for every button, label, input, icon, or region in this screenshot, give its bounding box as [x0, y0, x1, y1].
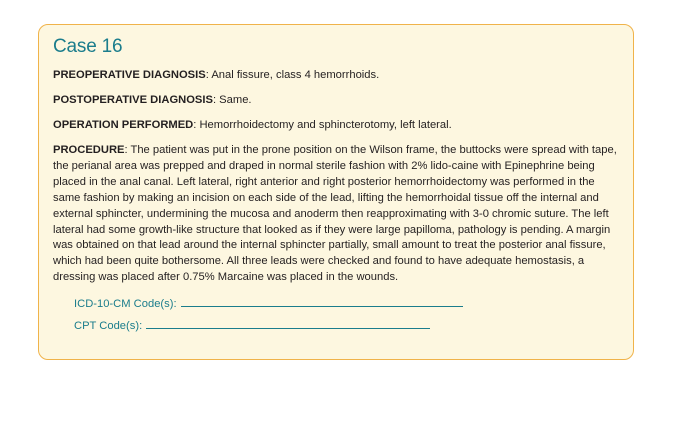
cpt-code-answer-line[interactable] [146, 328, 430, 329]
cpt-code-line [74, 316, 619, 332]
case-card [38, 24, 634, 360]
preoperative-diagnosis-value: : Anal fissure, class 4 hemorrhoids. [205, 69, 380, 81]
procedure-label: PROCEDURE [53, 144, 125, 156]
preoperative-diagnosis [53, 68, 619, 82]
postoperative-diagnosis-label: POSTOPERATIVE DIAGNOSIS [53, 94, 213, 106]
operation-performed-label: OPERATION PERFORMED [53, 119, 194, 131]
operation-performed [53, 118, 619, 132]
postoperative-diagnosis [53, 93, 619, 107]
icd-code-answer-line[interactable] [181, 306, 463, 307]
icd-code-line [74, 294, 619, 310]
case-title: Case 16 [53, 36, 123, 57]
preoperative-diagnosis-label: PREOPERATIVE DIAGNOSIS [53, 69, 206, 81]
cpt-code-label: CPT Code(s): [74, 320, 143, 333]
icd-code-label: ICD-10-CM Code(s): [74, 298, 177, 311]
operation-performed-value: : Hemorrhoidectomy and sphincterotomy, left lateral. [193, 119, 452, 131]
procedure [53, 143, 619, 286]
procedure-text: : The patient was put in the prone position on the Wilson frame, the buttocks were spread with tape, the perianal area was prepped and draped in normal sterile fashion with 2% lido-caine with Epinephrine being placed in the anal canal. Left lateral, right anterior and right posterior hemorrhoidectomy was performed in the same fashion by making an incision on each side of the lead, lifting the hemorrhoidal tissue off the internal and external sphincter, undermining the mucosa and anoderm then reapproximating with 3-0 chromic suture. The left lateral had some growth-like structure that looked as if they were large papilloma, pathology is pending. A margin was obtained on that lead around the internal sphincter partially, small amount to treat the posterior anal fissure, which had been quite bothersome. All three leads were checked and found to have adequate hemostasis, a dressing was placed after 0.75% Marcaine was placed in the wounds. [53, 144, 617, 284]
postoperative-diagnosis-value: : Same. [212, 94, 252, 106]
